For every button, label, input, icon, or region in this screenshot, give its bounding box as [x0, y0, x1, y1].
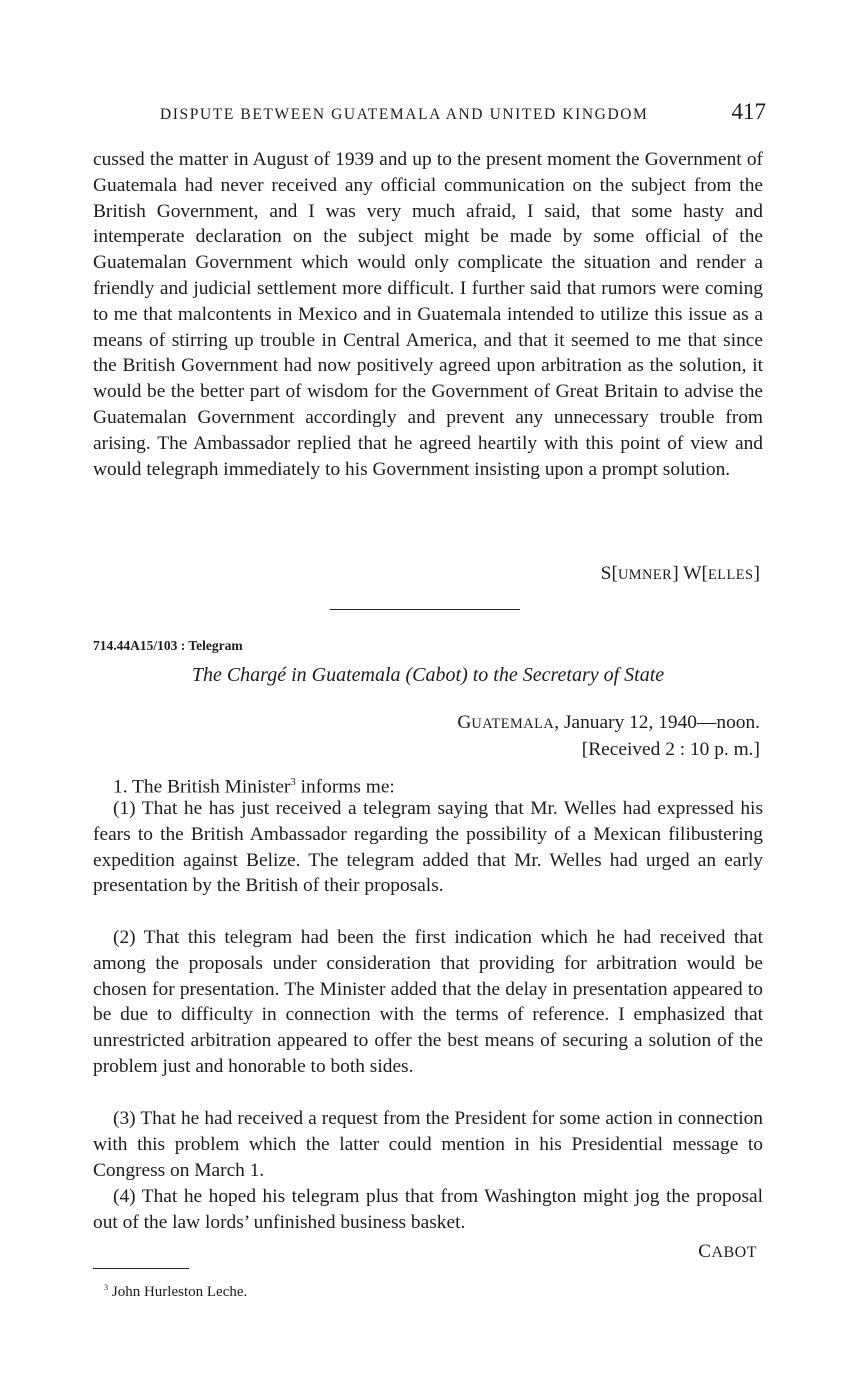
footnote: $^3$ John Hurleston Leche.: [104, 1283, 248, 1300]
document-title: The Chargé in Guatemala (Cabot) to the Secretary of State: [191, 664, 665, 686]
signature-welles: S[UMNER] W[ELLES]: [600, 563, 760, 584]
page-header: [160, 99, 766, 125]
footnote-divider: [93, 1268, 189, 1269]
running-head: DISPUTE BETWEEN GUATEMALA AND UNITED KINGDOM: [160, 106, 649, 123]
document-id: 714.44A15/103 : Telegram: [93, 638, 243, 653]
paragraph-2: (2) That this telegram had been the first indication which he had received that among the proposals under consideration that providing for arbitration would be chosen for presentation. The Minister added that the delay in presentation appeared to be due to difficulty in connection with the terms of reference. I emphasized that unrestricted arbitration appeared to offer the best means of securing a solution of the problem just and honorable to both sides.: [93, 927, 763, 1077]
signature-cabot: CABOT: [698, 1241, 757, 1262]
paragraph-4: (4) That he hoped his telegram plus that from Washington might jog the proposal out of the law lords’ unfinished business basket.: [93, 1186, 763, 1233]
footnote-reference: 3: [290, 776, 296, 788]
item-1: 1. The British Minister$^3$ informs me:: [113, 776, 395, 798]
page-number: 417: [731, 99, 766, 124]
received-time: [Received 2 : 10 p. m.]: [581, 739, 760, 760]
intro-paragraph: cussed the matter in August of 1939 and up to the present moment the Government of Guatemala had never received any official communication on the subject from the British Government, and I was very much afraid, I said, that some hasty and intemperate declaration on the subject might be made by some official of the Guatemalan Government which would only complicate the situation and render a friendly and judicial settlement more difficult. I further said that rumors were coming to me that malcontents in Mexico and in Guatemala intended to utilize this issue as a means of stirring up trouble in Central America, and that it seemed to me that since the British Government had now positively agreed upon arbitration as the solution, it would be the better part of wisdom for the Government of Great Britain to advise the Guatemalan Government accordingly and prevent any unnecessary trouble from arising. The Ambassador replied that he agreed heartily with this point of view and would telegraph immediately to his Government insisting upon a prompt solution.: [93, 149, 763, 480]
paragraph-1: (1) That he has just received a telegram saying that Mr. Welles had expressed his fears to the British Ambassador regarding the possibility of a Mexican filibustering expedition against Belize. The telegram added that Mr. Welles had urged an early presentation by the British of their proposals.: [93, 798, 763, 897]
paragraph-3: (3) That he had received a request from the President for some action in connection with this problem which the latter could mention in his Presidential message to Congress on March 1.: [93, 1108, 763, 1181]
dateline: GUATEMALA, January 12, 1940—noon.: [457, 712, 760, 733]
section-divider: [330, 609, 520, 610]
footnote-mark: 3: [104, 1283, 109, 1292]
